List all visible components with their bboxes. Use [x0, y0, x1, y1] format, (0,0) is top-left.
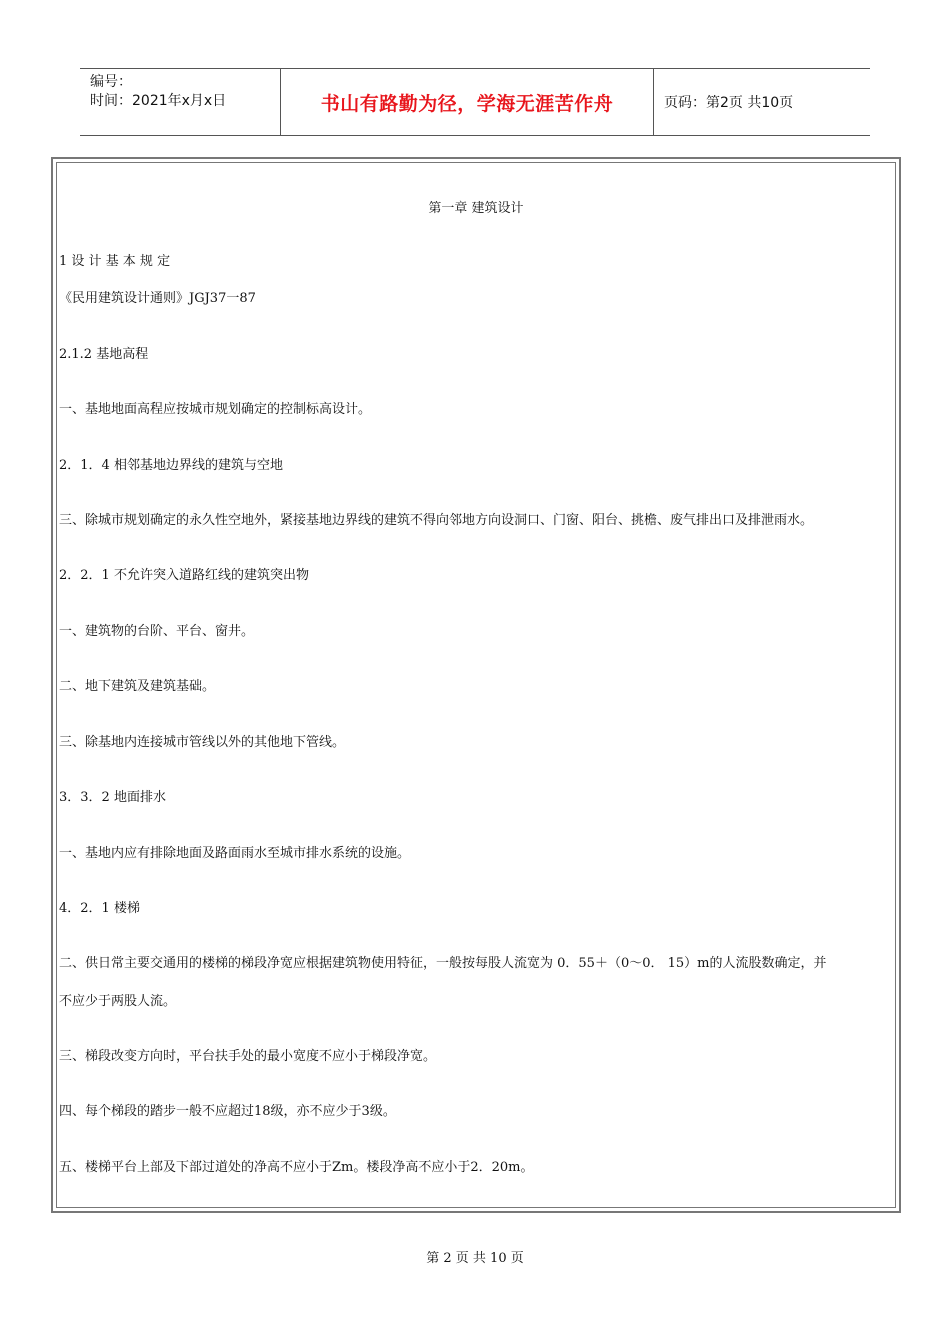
- page-footer: 第 2 页 共 10 页: [426, 1251, 524, 1266]
- document-number: 编号：: [90, 74, 132, 90]
- document-time: 时间：2021年x月x日: [90, 93, 227, 109]
- header-page-info: 页码：第2页 共10页: [664, 95, 794, 111]
- text-line: 三、除基地内连接城市管线以外的其他地下管线。: [59, 735, 346, 750]
- text-line: 3．3．2 地面排水: [59, 790, 166, 805]
- text-line: 一、基地地面高程应按城市规划确定的控制标高设计。: [59, 402, 372, 417]
- text-line: 二、供日常主要交通用的楼梯的梯段净宽应根据建筑物使用特征，一般按每股人流宽为 0．55＋（0～0． 15）m的人流股数确定，并: [59, 956, 827, 971]
- text-line: 一、建筑物的台阶、平台、窗井。: [59, 624, 255, 639]
- header-motto-cell: [281, 69, 654, 135]
- text-line: 四、每个梯段的踏步一般不应超过18级，亦不应少于3级。: [59, 1104, 396, 1119]
- header-meta: [80, 69, 281, 135]
- text-line: 《民用建筑设计通则》JGJ37一87: [59, 291, 256, 306]
- content-frame: [51, 157, 901, 1213]
- text-line: 1 设 计 基 本 规 定: [59, 254, 171, 269]
- content-inner-frame: [56, 162, 896, 1208]
- text-line: 2．2．1 不允许突入道路红线的建筑突出物: [59, 568, 309, 583]
- text-line: 三、梯段改变方向时，平台扶手处的最小宽度不应小于梯段净宽。: [59, 1049, 437, 1064]
- text-line: 一、基地内应有排除地面及路面雨水至城市排水系统的设施。: [59, 846, 411, 861]
- text-line: 4．2．1 楼梯: [59, 901, 140, 916]
- text-line: 三、除城市规划确定的永久性空地外，紧接基地边界线的建筑不得向邻地方向设洞口、门窗、阳台、挑檐、废气排出口及排泄雨水。: [59, 513, 814, 528]
- text-line: 二、地下建筑及建筑基础。: [59, 679, 216, 694]
- text-line: 五、楼梯平台上部及下部过道处的净高不应小于Zm。楼段净高不应小于2．20m。: [59, 1160, 534, 1175]
- page-header: [80, 68, 870, 136]
- text-line: 2.1.2 基地高程: [59, 347, 149, 362]
- header-motto: 书山有路勤为径，学海无涯苦作舟: [320, 92, 614, 115]
- chapter-title: 第一章 建筑设计: [428, 201, 524, 216]
- text-line: 2．1．4 相邻基地边界线的建筑与空地: [59, 458, 283, 473]
- text-line: 不应少于两股人流。: [59, 994, 177, 1009]
